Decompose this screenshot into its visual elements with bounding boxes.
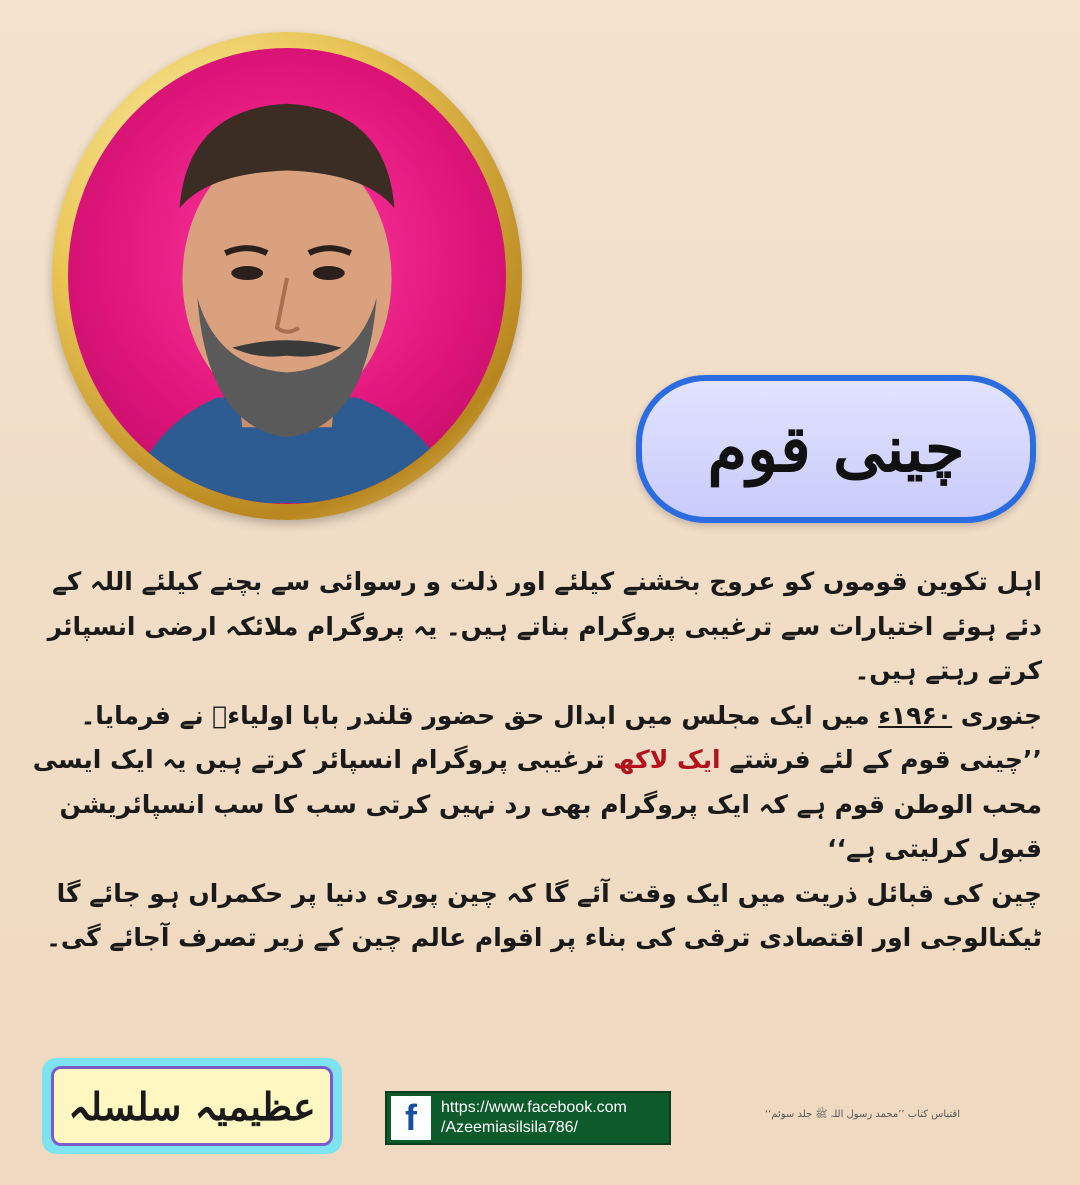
facebook-icon: f [391,1096,431,1140]
title-badge [636,375,1036,523]
brand-logo [42,1058,342,1154]
quote-lead: ’’چینی قوم کے لئے فرشتے [720,745,1042,774]
page-title: چینی قوم [707,411,965,487]
facebook-url-line2: /Azeemiasilsila786/ [441,1119,578,1136]
portrait-illustration [68,48,506,504]
highlight-number: ایک لاکھ [613,745,721,774]
paragraph-2 [30,694,1042,739]
paragraph-4: چین کی قبائل ذریت میں ایک وقت آئے گا کہ چین پوری دنیا پر حکمراں ہو جائے گا ٹیکنالوجی اور اقتصادی ترقی کی بناء پر اقوام عالم چین کے زیر تصرف آجائے گی۔ [46,878,1042,952]
paragraph-2-lead: جنوری [952,700,1042,730]
brand-logo-text: عظیمیہ سلسلہ [68,1083,316,1129]
article-body [30,560,1042,961]
portrait-frame [52,32,522,520]
portrait-photo [68,48,506,504]
facebook-link[interactable] [385,1091,671,1145]
brand-logo-inner [51,1066,333,1146]
quote-tail: ترغیبی پروگرام انسپائر کرتے ہیں یہ ایک ایسی محب الوطن قوم ہے کہ ایک پروگرام بھی رد نہیں کرتی سب کا سب انسپائریشن قبول کرلیتی ہے‘‘ [32,745,1042,863]
year-text: ۱۹۶۰ء [878,700,953,730]
facebook-url [441,1098,627,1138]
paragraph-2-tail: میں ایک مجلس میں ابدال حق حضور قلندر بابا اولیاءؒ نے فرمایا۔ [80,700,879,730]
facebook-url-line1: https://www.facebook.com [441,1099,627,1116]
book-citation: اقتباس کتاب ’’محمد رسول اللہ ﷺ جلد سوئم‘‘ [764,1109,960,1120]
paragraph-3-quote [30,738,1042,872]
paragraph-1: اہل تکوین قوموں کو عروج بخشنے کیلئے اور ذلت و رسوائی سے بچنے کیلئے اللہ کے دئے ہوئے اختیارات سے ترغیبی پروگرام بناتے ہیں۔ یہ پروگرام ملائکہ ارضی انسپائر کرتے رہتے ہیں۔ [47,567,1042,685]
